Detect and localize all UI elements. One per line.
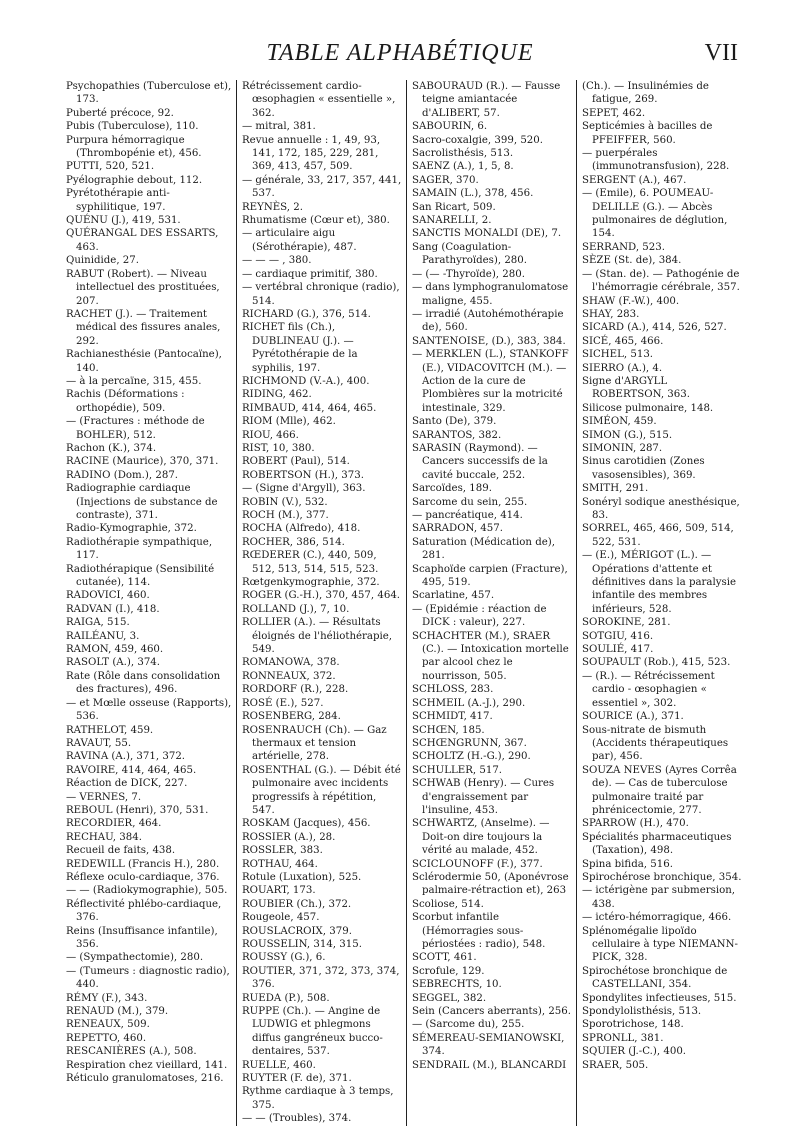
index-entry: Rhumatisme (Cœur et), 380. <box>242 215 390 227</box>
index-entry: — (Sarcome du), 255. <box>412 1019 525 1031</box>
index-entry: Sacrolisthésis, 513. <box>412 148 514 160</box>
index-columns <box>66 80 746 1125</box>
index-entry: QUÉNU (J.), 419, 531. <box>66 215 181 227</box>
index-entry: Rachis (Déformations : orthopédie), 509. <box>66 389 185 414</box>
index-entry: SICÉ, 465, 466. <box>582 335 664 347</box>
index-entry: SOUPAULT (Rob.), 415, 523. <box>582 657 731 669</box>
index-entry: Puberté précoce, 92. <box>66 107 174 119</box>
index-entry: Rœtgenkymographie, 372. <box>242 577 380 589</box>
index-entry: Spirochétose bronchique de CASTELLANI, 354. <box>582 965 728 991</box>
index-entry: Scoliose, 514. <box>412 898 484 910</box>
index-entry: Pyélographie debout, 112. <box>66 174 203 186</box>
index-entry: (Ch.). — Insulinémies de fatigue, 269. <box>582 81 709 106</box>
index-entry: Radiographie cardiaque (Injections de substance de contraste), 371. <box>66 483 218 521</box>
index-entry: RECORDIER, 464. <box>66 818 162 830</box>
index-entry: RAVINA (A.), 371, 372. <box>66 751 186 763</box>
index-entry: Santo (De), 379. <box>412 416 497 428</box>
index-entry: ROSKAM (Jacques), 456. <box>242 818 371 830</box>
index-entry: ROBIN (V.), 532. <box>242 496 328 508</box>
index-entry: Sclérodermie 50, (Aponévrose palmaire-rétraction et), 263 <box>412 871 569 897</box>
index-entry: — et Mœlle osseuse (Rapports), 536. <box>66 697 232 723</box>
index-entry: Rétrécissement cardio-œsophagien « essentielle », 362. <box>242 81 396 119</box>
index-entry: SOROKINE, 281. <box>582 617 671 629</box>
index-entry: RIMBAUD, 414, 464, 465. <box>242 402 377 414</box>
index-entry: — (Epidémie : réaction de DICK : valeur), 227. <box>412 603 547 629</box>
index-entry: SANTENOISE, (D.), 383, 384. <box>412 335 566 347</box>
index-entry: Sonéryl sodique anesthésique, 83. <box>582 496 740 521</box>
index-entry: RIOM (Mlle), 462. <box>242 416 336 428</box>
index-entry: SAMAIN (L.), 378, 456. <box>412 188 534 200</box>
index-entry: RENAUD (M.), 379. <box>66 1006 169 1018</box>
index-entry: SHAY, 283. <box>582 308 640 320</box>
index-entry: Réaction de DICK, 227. <box>66 778 188 790</box>
index-entry: ROUSSELIN, 314, 315. <box>242 939 362 950</box>
index-entry: Sarcoïdes, 189. <box>412 483 492 495</box>
index-entry: RATHELOT, 459. <box>66 724 154 736</box>
index-entry: RICHET fils (Ch.), DUBLINEAU (J.). — Pyrétothérapie de la syphilis, 197. <box>242 322 358 374</box>
index-entry: SCICLOUNOFF (F.), 377. <box>412 858 543 870</box>
index-entry: — — (Radiokymographie), 505. <box>66 885 228 897</box>
index-entry: — articulaire aigu (Sérothérapie), 487. <box>242 228 357 253</box>
index-entry: Réflexe oculo-cardiaque, 376. <box>66 871 220 883</box>
index-entry: ROGER (G.-H.), 370, 457, 464. <box>242 590 401 602</box>
index-entry: ROUTIER, 371, 372, 373, 374, 376. <box>242 965 400 991</box>
index-entry: — irradié (Autohémothérapie de), 560. <box>412 308 564 334</box>
index-entry: Réticulo granulomatoses, 216. <box>66 1073 224 1085</box>
index-entry: Purpura hémorragique (Thrombopénie et), 456. <box>66 134 202 160</box>
index-entry: Réflectivité phlébo-cardiaque, 376. <box>66 898 222 924</box>
index-entry: Respiration chez vieillard, 141. <box>66 1059 228 1071</box>
index-entry: San Ricart, 509. <box>412 201 496 213</box>
index-entry: RASOLT (A.), 374. <box>66 657 161 669</box>
index-entry: — (Emile), 6. POUMEAU-DELILLE (G.). — Abcès pulmonaires de déglution, 154. <box>582 188 728 240</box>
index-entry: Pubis (Tuberculose), 110. <box>66 121 199 133</box>
index-entry: RUYTER (F. de), 371. <box>242 1073 352 1085</box>
index-entry: ROLLIER (A.). — Résultats éloignés de l'héliothérapie, 549. <box>242 617 393 656</box>
index-entry: SANARELLI, 2. <box>412 215 492 227</box>
index-entry: — (Tumeurs : diagnostic radio), 440. <box>66 965 230 991</box>
index-entry: — (Stan. de). — Pathogénie de l'hémorragie cérébrale, 357. <box>582 268 740 294</box>
index-entry: Septicémies à bacilles de PFEIFFER, 560. <box>582 121 713 146</box>
index-entry: SCHACHTER (M.), SRAER (C.). — Intoxication mortelle par alcool chez le nourrisson, 505. <box>412 630 569 682</box>
index-entry: Rachon (K.), 374. <box>66 442 157 454</box>
index-entry: — (Fractures : méthode de BOHLER), 512. <box>66 416 205 441</box>
index-entry: SAENZ (A.), 1, 5, 8. <box>412 161 514 173</box>
index-entry: Pyrétothérapie anti-syphilitique, 197. <box>66 188 170 213</box>
index-entry: Spina bifida, 516. <box>582 858 673 870</box>
index-entry: RABUT (Robert). — Niveau intellectuel des prostituées, 207. <box>66 268 220 307</box>
index-entry: Reins (Insuffisance infantile), 356. <box>66 925 218 950</box>
index-entry: SARRADON, 457. <box>412 523 503 535</box>
index-entry: — mitral, 381. <box>242 121 316 133</box>
index-entry: Rythme cardiaque à 3 temps, 375. <box>242 1086 394 1111</box>
index-entry: Sinus carotidien (Zones vasosensibles), 369. <box>582 456 705 481</box>
index-entry: SCHŒN, 185. <box>412 724 485 736</box>
index-entry: — — (Troubles), 374. <box>242 1113 352 1125</box>
index-entry: ROCHER, 386, 514. <box>242 536 345 548</box>
index-entry: ROUBIER (Ch.), 372. <box>242 898 352 910</box>
index-entry: REPETTO, 460. <box>66 1032 147 1044</box>
index-entry: REDEWILL (Francis H.), 280. <box>66 858 220 870</box>
index-entry: Saturation (Médication de), 281. <box>412 536 555 562</box>
index-entry: RACINE (Maurice), 370, 371. <box>66 456 219 468</box>
index-entry: SCHOLTZ (H.-G.), 290. <box>412 751 531 763</box>
index-entry: REYNÈS, 2. <box>242 201 303 213</box>
index-entry: ROCHA (Alfredo), 418. <box>242 523 361 535</box>
index-entry: SAGER, 370. <box>412 174 479 186</box>
index-entry: Scaphoïde carpien (Fracture), 495, 519. <box>412 563 568 589</box>
index-entry: — VERNES, 7. <box>66 791 142 803</box>
index-entry: SPRONLL, 381. <box>582 1032 664 1044</box>
index-entry: RADOVICI, 460. <box>66 590 150 602</box>
index-entry: ROLLAND (J.), 7, 10. <box>242 603 350 615</box>
index-entry: Rate (Rôle dans consolidation des fractures), 496. <box>66 670 221 696</box>
index-entry: RAVOIRE, 414, 464, 465. <box>66 764 197 776</box>
index-entry: Spondylolisthésis, 513. <box>582 1006 702 1018</box>
index-entry: — MERKLEN (L.), STANKOFF (E.), VIDACOVITCH (M.). — Action de la cure de Plombières sur la motricité intestinale, 329. <box>412 349 569 414</box>
index-entry: — (E.), MÉRIGOT (L.). — Opérations d'attente et définitives dans la paralysie infantile des membres inférieurs, 528. <box>582 550 737 615</box>
index-entry: — (— -Thyroïde), 280. <box>412 268 525 280</box>
index-entry: Radiothérapique (Sensibilité cutanée), 114. <box>66 563 215 589</box>
index-entry: ROMANOWA, 378. <box>242 657 340 669</box>
index-entry: RUELLE, 460. <box>242 1059 316 1071</box>
index-entry: RAIGA, 515. <box>66 617 130 629</box>
index-entry: Splénomégalie lipoïdo cellulaire à type NIEMANN-PICK, 328. <box>582 925 738 964</box>
index-entry: RESCANIÈRES (A.), 508. <box>66 1046 197 1058</box>
index-entry: SÉMEREAU-SEMIANOWSKI, 374. <box>412 1032 565 1058</box>
index-entry: ROSENTHAL (G.). — Débit été pulmonaire avec incidents progressifs à répétition, 547. <box>242 764 401 816</box>
index-entry: ROSÉ (E.), 527. <box>242 697 324 709</box>
index-entry: Revue annuelle : 1, 49, 93, 141, 172, 185, 229, 281, 369, 413, 457, 509. <box>242 134 381 173</box>
index-entry: Scrofule, 129. <box>412 965 485 977</box>
index-entry: — pancréatique, 414. <box>412 510 523 521</box>
index-entry: — ictéro-hémorragique, 466. <box>582 912 732 924</box>
index-entry: SÈZE (St. de), 384. <box>582 255 682 267</box>
index-entry: PUTTI, 520, 521. <box>66 161 155 173</box>
index-entry: Rachianesthésie (Pantocaïne), 140. <box>66 349 222 374</box>
index-entry: SERRAND, 523. <box>582 241 665 253</box>
index-entry: — cardiaque primitif, 380. <box>242 268 378 280</box>
index-entry: RUPPE (Ch.). — Angine de LUDWIG et phlegmons diffus gangréneux bucco-dentaires, 537. <box>242 1006 383 1058</box>
index-entry: — (R.). — Rétrécissement cardio - œsophagien « essentiel », 302. <box>582 670 715 709</box>
index-entry: RIDING, 462. <box>242 389 312 401</box>
page-header <box>62 40 738 80</box>
page-title: TABLE ALPHABÉTIQUE <box>266 40 534 66</box>
index-entry: ROSENBERG, 284. <box>242 711 341 723</box>
index-entry: SERGENT (A.), 467. <box>582 174 687 186</box>
index-entry: RIST, 10, 380. <box>242 442 315 454</box>
index-entry: ROSSIER (A.), 28. <box>242 831 336 843</box>
index-entry: Rotule (Luxation), 525. <box>242 871 362 883</box>
index-entry: SABOURAUD (R.). — Fausse teigne amiantacée d'ALIBERT, 57. <box>412 81 561 119</box>
index-entry: ROCH (M.), 377. <box>242 510 329 521</box>
index-entry: ROUART, 173. <box>242 885 316 897</box>
index-entry: RADVAN (I.), 418. <box>66 603 160 615</box>
index-entry: RACHET (J.). — Traitement médical des fissures anales, 292. <box>66 308 221 347</box>
index-entry: SCOTT, 461. <box>412 952 477 964</box>
index-entry: SCHLOSS, 283. <box>412 684 494 696</box>
index-entry: — dans lymphogranulomatose maligne, 455. <box>412 282 569 307</box>
index-entry: SEBRECHTS, 10. <box>412 979 502 991</box>
index-column-1 <box>66 80 234 1126</box>
index-entry: RAILÉANU, 3. <box>66 630 140 642</box>
index-entry: Spécialités pharmaceutiques (Taxation), 498. <box>582 831 732 857</box>
index-entry: SCHWAB (Henry). — Cures d'engraissement par l'insuline, 453. <box>412 778 555 816</box>
index-entry: Sarcome du sein, 255. <box>412 496 528 508</box>
index-entry: Quinidide, 27. <box>66 255 139 267</box>
index-entry: Scarlatine, 457. <box>412 590 495 602</box>
index-entry: RENEAUX, 509. <box>66 1019 150 1031</box>
index-entry: RICHMOND (V.-A.), 400. <box>242 375 370 387</box>
index-entry: Signe d'ARGYLL ROBERTSON, 363. <box>582 375 690 401</box>
index-column-2 <box>236 80 404 1126</box>
index-entry: SIERRO (A.), 4. <box>582 362 663 374</box>
index-entry: RIOU, 466. <box>242 429 299 441</box>
index-entry: SARANTOS, 382. <box>412 429 502 441</box>
index-entry: Psychopathies (Tuberculose et), 173. <box>66 81 232 106</box>
index-entry: SIMÉON, 459. <box>582 416 657 428</box>
index-entry: SCHWARTZ, (Anselme). — Doit-on dire toujours la vérité au malade, 452. <box>412 818 550 857</box>
index-entry: RŒDERER (C.), 440, 509, 512, 513, 514, 515, 523. <box>242 550 379 575</box>
index-entry: — (Signe d'Argyll), 363. <box>242 483 366 495</box>
index-entry: Sein (Cancers aberrants), 256. <box>412 1006 571 1018</box>
index-entry: Radiothérapie sympathique, 117. <box>66 536 213 562</box>
index-entry: SICHEL, 513. <box>582 349 654 361</box>
index-entry: ROSSLER, 383. <box>242 845 323 857</box>
index-entry: SCHULLER, 517. <box>412 764 503 776</box>
index-entry: RAMON, 459, 460. <box>66 644 164 656</box>
index-entry: Radio-Kymographie, 372. <box>66 523 197 535</box>
index-entry: Sacro-coxalgie, 399, 520. <box>412 134 544 146</box>
index-entry: ROBERTSON (H.), 373. <box>242 469 364 481</box>
index-entry: — (Sympathectomie), 280. <box>66 952 204 964</box>
index-entry: SIMONIN, 287. <box>582 442 663 454</box>
index-entry: REBOUL (Henri), 370, 531. <box>66 804 209 816</box>
index-entry: SQUIER (J.-C.), 400. <box>582 1046 687 1058</box>
index-entry: ROUSSY (G.), 6. <box>242 952 326 964</box>
index-entry: SORREL, 465, 466, 509, 514, 522, 531. <box>582 523 734 548</box>
index-entry: — — — , 380. <box>242 255 312 267</box>
index-entry: SEPET, 462. <box>582 107 646 119</box>
index-entry: Sporotrichose, 148. <box>582 1019 684 1031</box>
index-entry: RÉMY (F.), 343. <box>66 992 148 1004</box>
index-entry: Scorbut infantile (Hémorragies sous-périostées : radio), 548. <box>412 912 546 950</box>
index-entry: ROBERT (Paul), 514. <box>242 456 350 468</box>
index-entry: SABOURIN, 6. <box>412 121 488 133</box>
index-entry: SCHMIDT, 417. <box>412 711 493 723</box>
index-entry: SOUZA NEVES (Ayres Corrêa de). — Cas de tuberculose pulmonaire traité par phrénicectomie, 277. <box>582 764 737 816</box>
index-entry: — générale, 33, 217, 357, 441, 537. <box>242 174 402 200</box>
index-entry: SHAW (F.-W.), 400. <box>582 295 680 307</box>
index-entry: Sang (Coagulation-Parathyroïdes), 280. <box>412 241 527 267</box>
index-entry: SPARROW (H.), 470. <box>582 818 689 830</box>
index-entry: Recueil de faits, 438. <box>66 845 176 857</box>
index-entry: SOTGIU, 416. <box>582 630 654 642</box>
index-entry: SEGGEL, 382. <box>412 992 487 1004</box>
index-entry: Rougeole, 457. <box>242 912 320 924</box>
index-entry: SOULIÉ, 417. <box>582 644 654 656</box>
index-column-4 <box>576 80 744 1126</box>
index-entry: RUEDA (P.), 508. <box>242 992 330 1004</box>
index-entry: RICHARD (G.), 376, 514. <box>242 308 371 320</box>
index-column-3 <box>406 80 574 1126</box>
index-entry: ROTHAU, 464. <box>242 858 318 870</box>
index-entry: ROUSLACROIX, 379. <box>242 925 352 937</box>
index-entry: SENDRAIL (M.), BLANCARDI <box>412 1059 567 1071</box>
index-entry: SOURICE (A.), 371. <box>582 711 684 723</box>
index-entry: Sous-nitrate de bismuth (Accidents thérapeutiques par), 456. <box>582 724 729 763</box>
index-entry: RADINO (Dom.), 287. <box>66 469 179 481</box>
index-entry: RORDORF (R.), 228. <box>242 684 349 696</box>
index-entry: SMITH, 291. <box>582 483 649 495</box>
index-entry: SARASIN (Raymond). — Cancers successifs de la cavité buccale, 252. <box>412 442 548 481</box>
index-entry: Spirochérose bronchique, 354. <box>582 871 742 883</box>
index-entry: Spondylites infectieuses, 515. <box>582 992 737 1004</box>
index-entry: RECHAU, 384. <box>66 831 142 843</box>
index-entry: ROSENRAUCH (Ch). — Gaz thermaux et tension artérielle, 278. <box>242 724 387 763</box>
index-entry: — puerpérales (immunotransfusion), 228. <box>582 148 730 173</box>
index-entry: QUÉRANGAL DES ESSARTS, 463. <box>66 228 219 253</box>
index-entry: — vertébral chronique (radio), 514. <box>242 282 400 307</box>
index-entry: SRAER, 505. <box>582 1059 649 1071</box>
page-number: VII <box>704 40 738 66</box>
index-entry: — à la percaïne, 315, 455. <box>66 375 202 387</box>
index-entry: SICARD (A.), 414, 526, 527. <box>582 322 727 334</box>
index-entry: SIMON (G.), 515. <box>582 429 673 441</box>
index-entry: RAVAUT, 55. <box>66 737 132 749</box>
index-entry: SCHMEIL (A.-J.), 290. <box>412 697 526 709</box>
index-entry: SANCTIS MONALDI (DE), 7. <box>412 228 562 240</box>
index-entry: — ictérigène par submersion, 438. <box>582 885 736 910</box>
index-entry: Silicose pulmonaire, 148. <box>582 402 714 414</box>
index-entry: SCHŒNGRUNN, 367. <box>412 737 527 749</box>
index-entry: RONNEAUX, 372. <box>242 670 336 682</box>
